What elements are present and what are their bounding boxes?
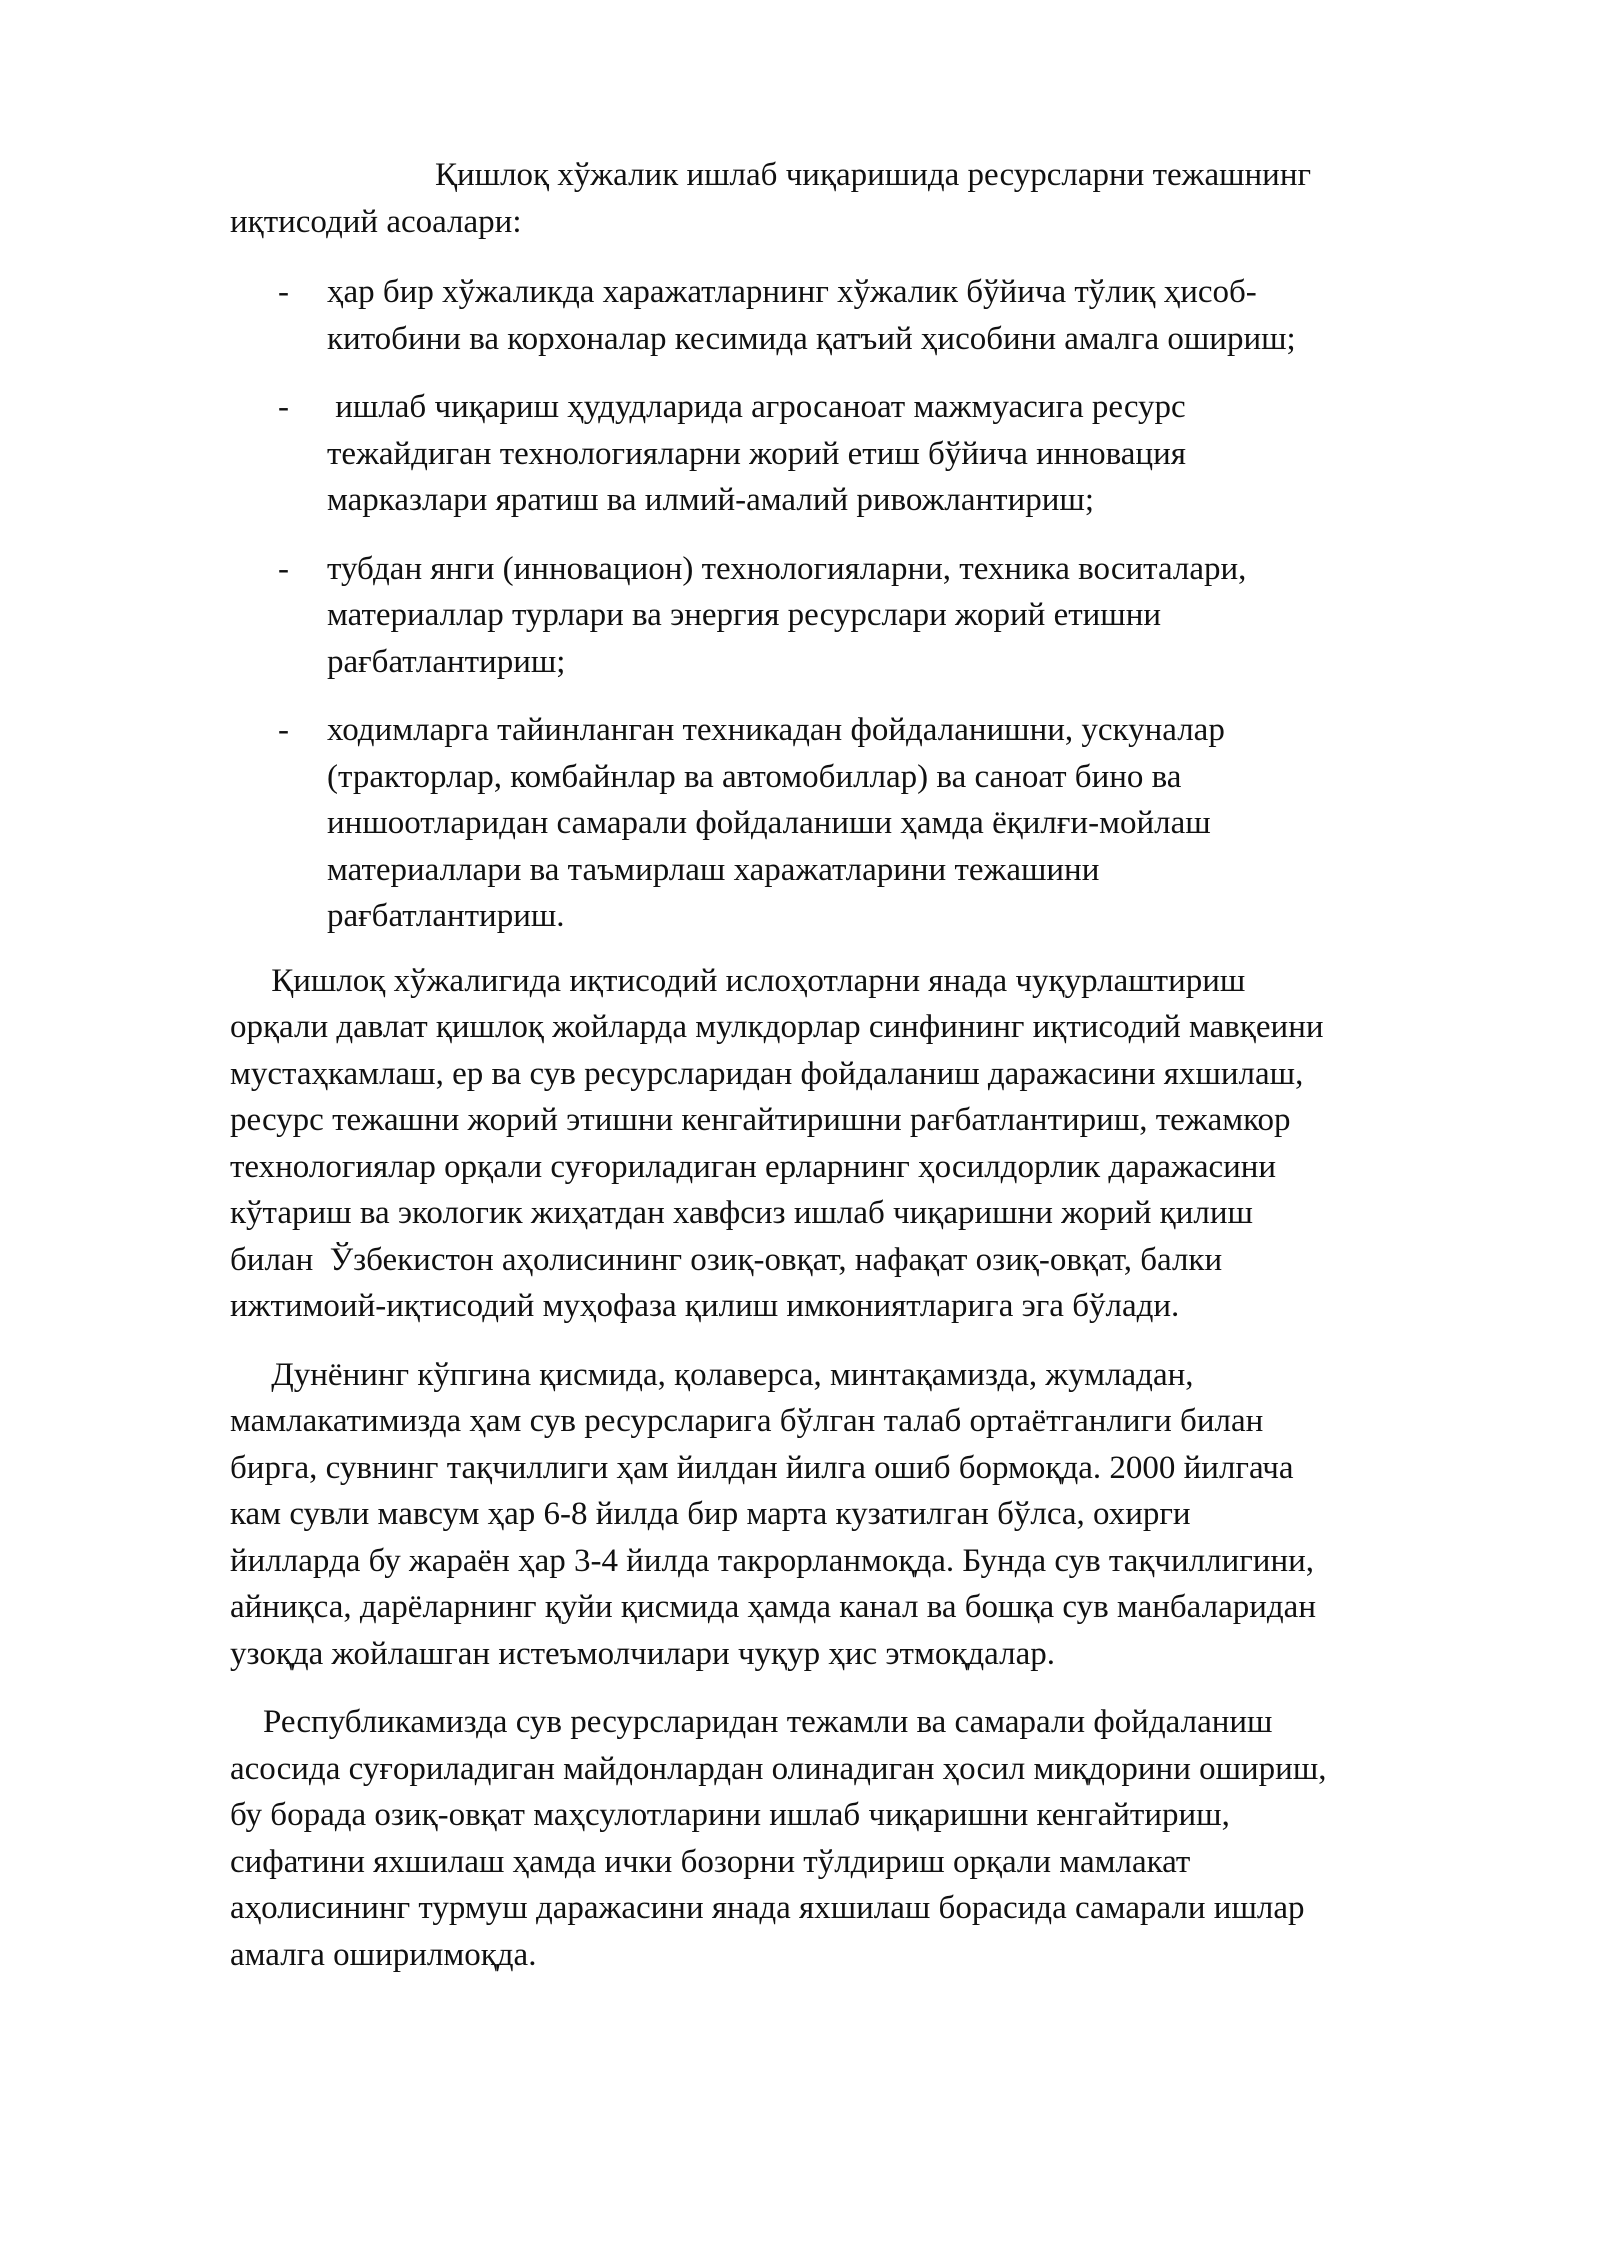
paragraph-line: мустаҳкамлаш, ер ва сув ресурсларидан фойдаланиш даражасини яхшилаш, (230, 1055, 1304, 1092)
measures-list (230, 269, 1530, 940)
paragraph (230, 1352, 1530, 1678)
list-item-line: рағбатлантириш. (327, 898, 565, 934)
paragraph-line: амалга оширилмоқда. (230, 1936, 537, 1973)
paragraph-line: аҳолисининг турмуш даражасини янада яхшилаш борасида самарали ишлар (230, 1890, 1305, 1926)
list-item-line: рағбатлантириш; (327, 643, 566, 680)
paragraph-line: Республикамизда сув ресурсларидан тежамли ва самарали фойдаланиш (230, 1704, 1273, 1740)
document-heading (230, 152, 1530, 245)
list-item (230, 384, 1530, 524)
paragraph-line: кўтариш ва экологик жиҳатдан хавфсиз ишлаб чиқаришни жорий қилиш (230, 1195, 1253, 1231)
list-dash: - (278, 550, 289, 587)
paragraph-line: ресурс тежашни жорий этишни кенгайтиришни рағбатлантириш, тежамкор (230, 1102, 1291, 1138)
paragraph-line: узоқда жойлашган истеъмолчилари чуқур ҳис этмоқдалар. (230, 1635, 1055, 1672)
paragraph-line: мамлакатимизда ҳам сув ресурсларига бўлган талаб ортаётганлиги билан (230, 1403, 1264, 1439)
list-dash: - (278, 389, 289, 425)
paragraph-line: сифатини яхшилаш ҳамда ички бозорни тўлдириш орқали мамлакат (230, 1843, 1191, 1880)
heading-line: иқтисодий асоалари: (230, 203, 522, 240)
list-dash: - (278, 712, 289, 748)
list-item-line: (тракторлар, комбайнлар ва автомобиллар) ва саноат бино ва (327, 758, 1182, 795)
paragraph-line: билан Ўзбекистон аҳолисининг озиқ-овқат, нафақат озиқ-овқат, балки (230, 1241, 1223, 1278)
list-item-line: тубдан янги (инновацион) технологияларни, техника воситалари, (327, 550, 1247, 587)
list-item-line: ходимларга тайинланган техникадан фойдаланишни, ускуналар (327, 712, 1225, 748)
paragraph (230, 1699, 1530, 1978)
paragraph-line: Қишлоқ хўжалигида иқтисодий ислоҳотларни янада чуқурлаштириш (230, 962, 1246, 999)
list-item-line: китобини ва корхоналар кесимида қатъий ҳисобини амалга ошириш; (327, 320, 1296, 357)
list-item-line: иншоотларидан самарали фойдаланиши ҳамда ёқилғи-мойлаш (327, 805, 1211, 841)
paragraph-line: асосида суғориладиган майдонлардан олинадиган ҳосил миқдорини ошириш, (230, 1750, 1327, 1787)
paragraph-line: орқали давлат қишлоқ жойларда мулкдорлар синфининг иқтисодий мавқеини (230, 1009, 1324, 1045)
paragraph (230, 958, 1530, 1330)
list-item (230, 707, 1530, 940)
paragraph-line: айниқса, дарёларнинг қуйи қисмида ҳамда канал ва бошқа сув манбаларидан (230, 1589, 1316, 1625)
document-body (230, 152, 1530, 2000)
list-item (230, 546, 1530, 686)
heading-line: Қишлоқ хўжалик ишлаб чиқаришида ресурсларни тежашнинг (435, 157, 1312, 193)
list-item-line: ишлаб чиқариш ҳудудларида агросаноат мажмуасига ресурс (327, 389, 1186, 425)
paragraph-line: кам сувли мавсум ҳар 6-8 йилда бир марта кузатилган бўлса, охирги (230, 1496, 1191, 1532)
paragraph-line: йилларда бу жараён ҳар 3-4 йилда такрорланмоқда. Бунда сув тақчиллигини, (230, 1542, 1315, 1579)
paragraph-line: бирга, сувнинг тақчиллиги ҳам йилдан йилга ошиб бормоқда. 2000 йилгача (230, 1449, 1294, 1486)
list-item (230, 269, 1530, 362)
paragraph-line: Дунёнинг кўпгина қисмида, қолаверса, минтақамизда, жумладан, (230, 1356, 1194, 1393)
paragraph-line: бу борада озиқ-овқат маҳсулотларини ишлаб чиқаришни кенгайтириш, (230, 1797, 1230, 1833)
list-item-line: ҳар бир хўжаликда харажатларнинг хўжалик бўйича тўлиқ ҳисоб- (327, 274, 1257, 310)
list-item-line: материаллар турлари ва энергия ресурслари жорий етишни (327, 597, 1162, 633)
list-item-line: материаллари ва таъмирлаш харажатларини тежашини (327, 851, 1100, 888)
list-item-line: марказлари яратиш ва илмий-амалий ривожлантириш; (327, 482, 1094, 518)
paragraph-line: технологиялар орқали суғориладиган ерларнинг ҳосилдорлик даражасини (230, 1148, 1277, 1185)
list-dash: - (278, 274, 289, 310)
paragraph-line: ижтимоий-иқтисодий муҳофаза қилиш имкониятларига эга бўлади. (230, 1288, 1180, 1324)
list-item-line: тежайдиган технологияларни жорий етиш бўйича инновация (327, 435, 1186, 472)
